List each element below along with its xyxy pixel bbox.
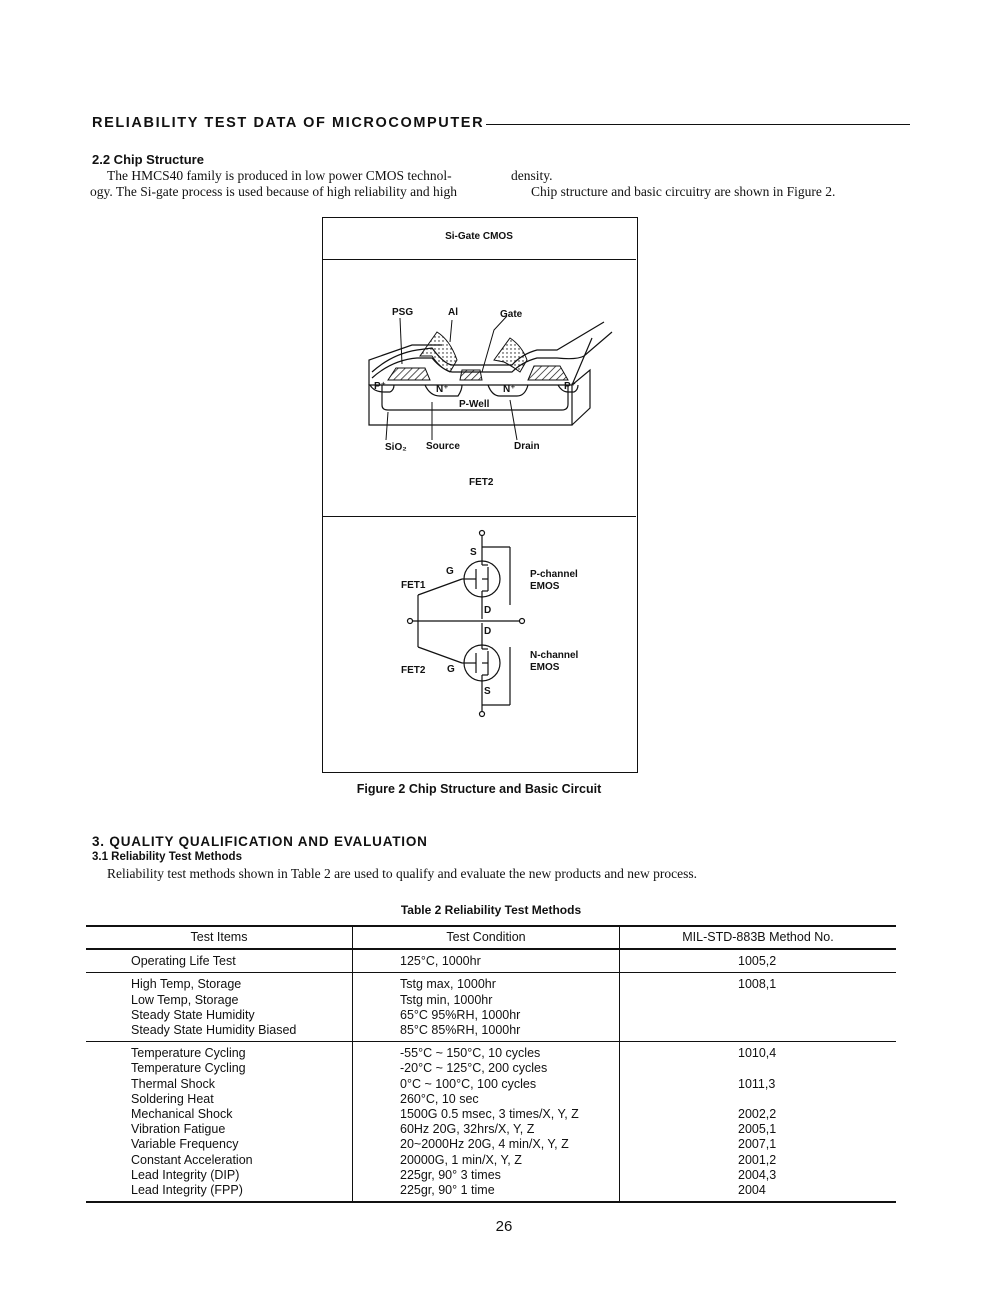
label-psg: PSG	[392, 307, 414, 318]
label-fet2: FET2	[401, 665, 426, 676]
table-row	[86, 949, 896, 973]
condition-text: 65°C 95%RH, 1000hr	[400, 1007, 521, 1022]
item-text: Temperature Cycling	[131, 1046, 246, 1061]
header-test-condition: Test Condition	[353, 926, 620, 949]
condition-text: 0°C ~ 100°C, 100 cycles	[400, 1076, 537, 1091]
item-text: Vibration Fatigue	[131, 1122, 226, 1137]
figure-title: Si-Gate CMOS	[445, 231, 513, 242]
method-text	[738, 1061, 896, 1076]
item-text: Low Temp, Storage	[131, 992, 239, 1007]
label-al: Al	[448, 307, 458, 318]
condition-text: 20~2000Hz 20G, 4 min/X, Y, Z	[400, 1137, 569, 1152]
paragraph-line: density.	[511, 168, 553, 183]
section-2-2-heading: 2.2 Chip Structure	[92, 152, 204, 167]
label-n-emos: EMOS	[530, 662, 560, 673]
condition-text: 60Hz 20G, 32hrs/X, Y, Z	[400, 1122, 535, 1137]
label-sio2: SiO₂	[385, 442, 407, 453]
label-p-emos: EMOS	[530, 581, 560, 592]
table-header-row	[86, 926, 896, 949]
label-p-well: P-Well	[459, 399, 490, 410]
cell-conditions	[353, 949, 620, 973]
cell-conditions	[353, 973, 620, 1042]
item-text: Soldering Heat	[131, 1091, 214, 1106]
method-text: 2005,1	[738, 1122, 777, 1137]
table-caption: Table 2 Reliability Test Methods	[400, 903, 582, 917]
reliability-table	[86, 925, 896, 1203]
header-test-items: Test Items	[86, 926, 353, 949]
label-d-bottom: D	[484, 626, 492, 637]
item-text: Lead Integrity (DIP)	[131, 1167, 240, 1182]
method-text	[738, 1092, 896, 1107]
figure-caption: Figure 2 Chip Structure and Basic Circuit	[356, 782, 602, 796]
section-3-heading: 3. QUALITY QUALIFICATION AND EVALUATION	[92, 834, 428, 849]
condition-text: -20°C ~ 125°C, 200 cycles	[400, 1061, 548, 1076]
method-text: 1010,4	[738, 1046, 777, 1061]
page-header	[92, 113, 910, 133]
cell-items	[86, 1042, 353, 1203]
item-text: Mechanical Shock	[131, 1107, 233, 1122]
paragraph-line: ogy. The Si-gate process is used because of high reliability and high	[90, 184, 458, 199]
paragraph-line: The HMCS40 family is produced in low power CMOS technol-	[107, 168, 452, 183]
cell-methods	[620, 949, 897, 973]
paragraph-line: Chip structure and basic circuitry are shown in Figure 2.	[531, 184, 836, 199]
method-text: 2004,3	[738, 1167, 777, 1182]
label-drain: Drain	[514, 441, 540, 452]
item-text: Temperature Cycling	[131, 1061, 246, 1076]
method-text: 2001,2	[738, 1152, 777, 1167]
item-text: Variable Frequency	[131, 1137, 239, 1152]
item-text: Thermal Shock	[131, 1076, 216, 1091]
item-text: Operating Life Test	[131, 954, 236, 969]
item-text: Constant Acceleration	[131, 1152, 253, 1167]
condition-text: 125°C, 1000hr	[400, 954, 481, 969]
label-n-plus-left: N⁺	[436, 384, 449, 395]
section-3-intro: Reliability test methods shown in Table 2 are used to qualify and evaluate the new products and new process.	[107, 866, 698, 881]
item-text: High Temp, Storage	[131, 977, 242, 992]
method-text: 1011,3	[738, 1076, 776, 1091]
label-gate: Gate	[500, 309, 523, 320]
label-p-plus-right: P⁺	[564, 381, 576, 392]
section-3-1-heading: 3.1 Reliability Test Methods	[92, 851, 242, 863]
condition-text: 1500G 0.5 msec, 3 times/X, Y, Z	[400, 1107, 579, 1122]
condition-text: 260°C, 10 sec	[400, 1091, 479, 1106]
label-fet: FET2	[469, 477, 494, 488]
table-row	[86, 1042, 896, 1203]
method-text: 2007,1	[738, 1137, 777, 1152]
label-fet1: FET1	[401, 580, 426, 591]
label-s-top: S	[470, 547, 477, 558]
cell-methods	[620, 973, 897, 1042]
label-d-top: D	[484, 605, 492, 616]
label-source: Source	[426, 441, 460, 452]
cell-items	[86, 973, 353, 1042]
method-text: 1005,2	[738, 954, 777, 969]
header-title: RELIABILITY TEST DATA OF MICROCOMPUTER	[92, 115, 485, 131]
condition-text: 225gr, 90° 3 times	[400, 1167, 501, 1182]
cell-methods	[620, 1042, 897, 1203]
method-text: 2004	[738, 1183, 766, 1198]
label-p-plus-left: P⁺	[374, 381, 386, 392]
page-number: 26	[495, 1218, 513, 1235]
header-method-no: MIL-STD-883B Method No.	[620, 926, 897, 949]
cell-conditions	[353, 1042, 620, 1203]
item-text: Steady State Humidity Biased	[131, 1023, 297, 1038]
label-n-plus-right: N⁺	[503, 384, 516, 395]
header-rule	[486, 124, 910, 125]
table-row	[86, 973, 896, 1042]
label-g-bottom: G	[447, 664, 455, 675]
label-g-top: G	[446, 566, 454, 577]
cell-items	[86, 949, 353, 973]
label-s-bottom: S	[484, 686, 491, 697]
item-text: Steady State Humidity	[131, 1007, 255, 1022]
method-text: 2002,2	[738, 1107, 777, 1122]
item-text: Lead Integrity (FPP)	[131, 1183, 243, 1198]
label-n-channel: N-channel	[530, 650, 579, 661]
method-text: 1008,1	[738, 977, 777, 992]
condition-text: Tstg min, 1000hr	[400, 992, 493, 1007]
condition-text: 225gr, 90° 1 time	[400, 1183, 495, 1198]
label-p-channel: P-channel	[530, 569, 578, 580]
condition-text: -55°C ~ 150°C, 10 cycles	[400, 1046, 541, 1061]
condition-text: 20000G, 1 min/X, Y, Z	[400, 1152, 522, 1167]
condition-text: 85°C 85%RH, 1000hr	[400, 1023, 521, 1038]
cmos-circuit	[322, 517, 636, 771]
condition-text: Tstg max, 1000hr	[400, 977, 496, 992]
